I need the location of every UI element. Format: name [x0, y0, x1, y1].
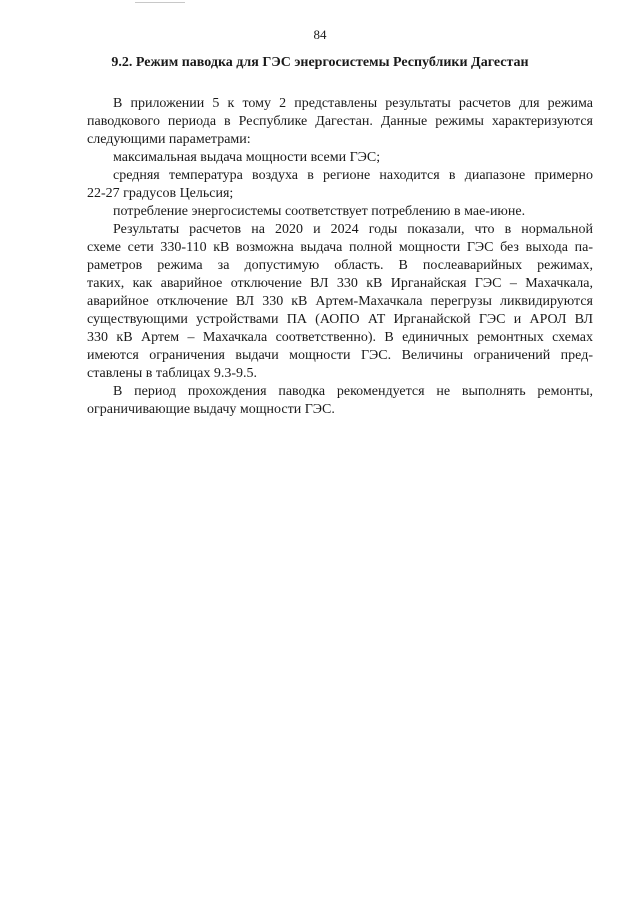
page-number: 84: [313, 27, 327, 42]
text-line: 330 кВ Артем – Махачкала соответственно). В единичных ремонтных схемах: [87, 330, 593, 345]
scan-artifact: [135, 2, 185, 3]
text-line: раметров режима за допустимую область. В послеаварийных режимах,: [87, 258, 593, 273]
text-line: паводкового периода в Республике Дагестан. Данные режимы характеризуются: [87, 114, 593, 129]
text-line: средняя температура воздуха в регионе находится в диапазоне примерно: [113, 168, 593, 183]
section-heading: 9.2. Режим паводка для ГЭС энергосистемы Республики Дагестан: [111, 55, 529, 70]
text-line: аварийное отключение ВЛ 330 кВ Артем-Махачкала перегрузы ликвидируются: [87, 294, 593, 309]
text-line: 22-27 градусов Цельсия;: [87, 186, 234, 201]
text-line: потребление энергосистемы соответствует потреблению в мае-июне.: [113, 204, 526, 219]
text-line: схеме сети 330-110 кВ возможна выдача полной мощности ГЭС без выхода па-: [87, 240, 593, 255]
text-line: Результаты расчетов на 2020 и 2024 годы показали, что в нормальной: [113, 222, 593, 237]
text-line: В период прохождения паводка рекомендуется не выполнять ремонты,: [113, 384, 593, 399]
text-line: таких, как аварийное отключение ВЛ 330 кВ Ирганайская ГЭС – Махачкала,: [87, 276, 593, 291]
text-line: максимальная выдача мощности всеми ГЭС;: [113, 150, 381, 165]
text-line: В приложении 5 к тому 2 представлены результаты расчетов для режима: [113, 96, 593, 111]
text-line: существующими устройствами ПА (АОПО АТ Ирганайской ГЭС и АРОЛ ВЛ: [87, 312, 593, 327]
text-line: следующими параметрами:: [87, 132, 251, 147]
text-line: ограничивающие выдачу мощности ГЭС.: [87, 402, 335, 417]
text-line: имеются ограничения выдачи мощности ГЭС. Величины ограничений пред-: [87, 348, 593, 363]
text-line: ставлены в таблицах 9.3-9.5.: [87, 366, 257, 381]
